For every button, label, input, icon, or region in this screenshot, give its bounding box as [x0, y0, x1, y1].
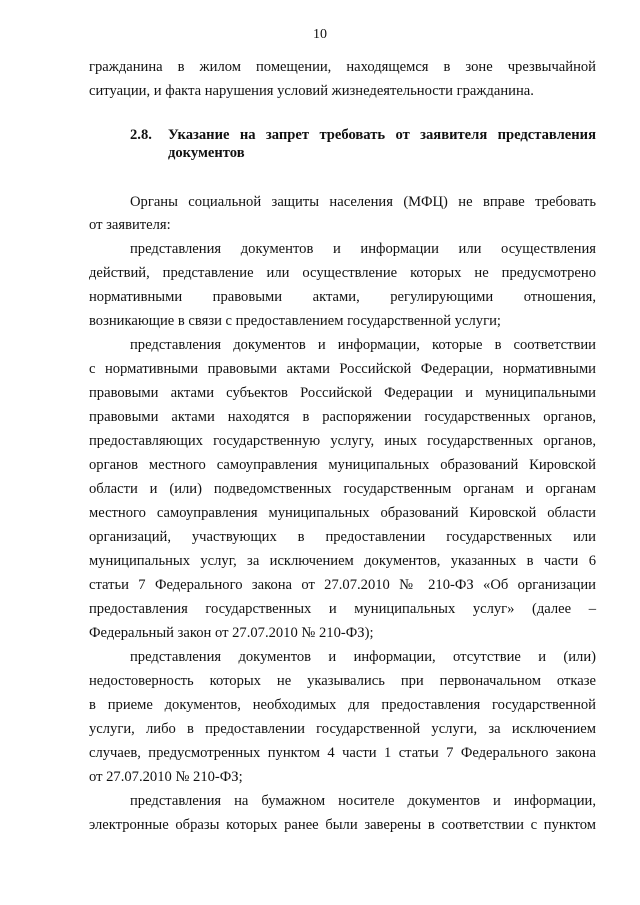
document-text-line: гражданина в жилом помещении, находящемся в зоне чрезвычайной [89, 59, 596, 75]
document-text-line: правовыми актами находятся в распоряжении государственных органов, [89, 409, 596, 425]
document-text-line: действий, представление или осуществление которых не предусмотрено [89, 265, 596, 281]
document-text-line: ситуации, и факта нарушения условий жизнедеятельности гражданина. [89, 83, 534, 99]
document-text-line: возникающие в связи с предоставлением государственной услуги; [89, 313, 501, 329]
document-text-line: области и (или) подведомственных государственным органам и органам [89, 481, 596, 497]
document-text-line: муниципальных услуг, за исключением документов, указанных в части 6 [89, 553, 596, 569]
document-text-line: представления на бумажном носителе документов и информации, [130, 793, 596, 809]
document-text-line: от заявителя: [89, 217, 171, 233]
document-text-line: Федеральный закон от 27.07.2010 № 210-ФЗ); [89, 625, 374, 641]
document-text-line: с нормативными правовыми актами Российской Федерации, нормативными [89, 361, 596, 377]
document-text-line: статьи 7 Федерального закона от 27.07.2010 № 210-ФЗ «Об организации [89, 577, 596, 593]
document-text-line: предоставления государственных и муниципальных услуг» (далее – [89, 601, 596, 617]
document-text-line: представления документов и информации, отсутствие и (или) [130, 649, 596, 665]
document-text-line: в приеме документов, необходимых для предоставления государственной [89, 697, 596, 713]
document-text-line: организаций, участвующих в предоставлении государственных или [89, 529, 596, 545]
document-text-line: предоставляющих государственную услугу, иных государственных органов, [89, 433, 596, 449]
document-text-line: услуги, либо в предоставлении государственной услуги, за исключением [89, 721, 596, 737]
document-text-line: правовыми актами субъектов Российской Федерации и муниципальными [89, 385, 596, 401]
document-text-line: нормативными правовыми актами, регулирующими отношения, [89, 289, 596, 305]
section-title-line: документов [168, 145, 245, 161]
document-text-line: местного самоуправления муниципальных образований Кировской области [89, 505, 596, 521]
document-text-line: Органы социальной защиты населения (МФЦ) не вправе требовать [130, 194, 596, 210]
document-text-line: случаев, предусмотренных пунктом 4 части 1 статьи 7 Федерального закона [89, 745, 596, 761]
document-text-line: органов местного самоуправления муниципальных образований Кировской [89, 457, 596, 473]
section-title-line: Указание на запрет требовать от заявителя представления [168, 127, 596, 143]
document-text-line: представления документов и информации или осуществления [130, 241, 596, 257]
document-text-line: электронные образы которых ранее были заверены в соответствии с пунктом [89, 817, 596, 833]
document-text-line: недостоверность которых не указывались при первоначальном отказе [89, 673, 596, 689]
section-number: 2.8. [130, 127, 152, 143]
document-text-line: представления документов и информации, которые в соответствии [130, 337, 596, 353]
document-text-line: от 27.07.2010 № 210-ФЗ; [89, 769, 243, 785]
page-number: 10 [313, 27, 327, 42]
